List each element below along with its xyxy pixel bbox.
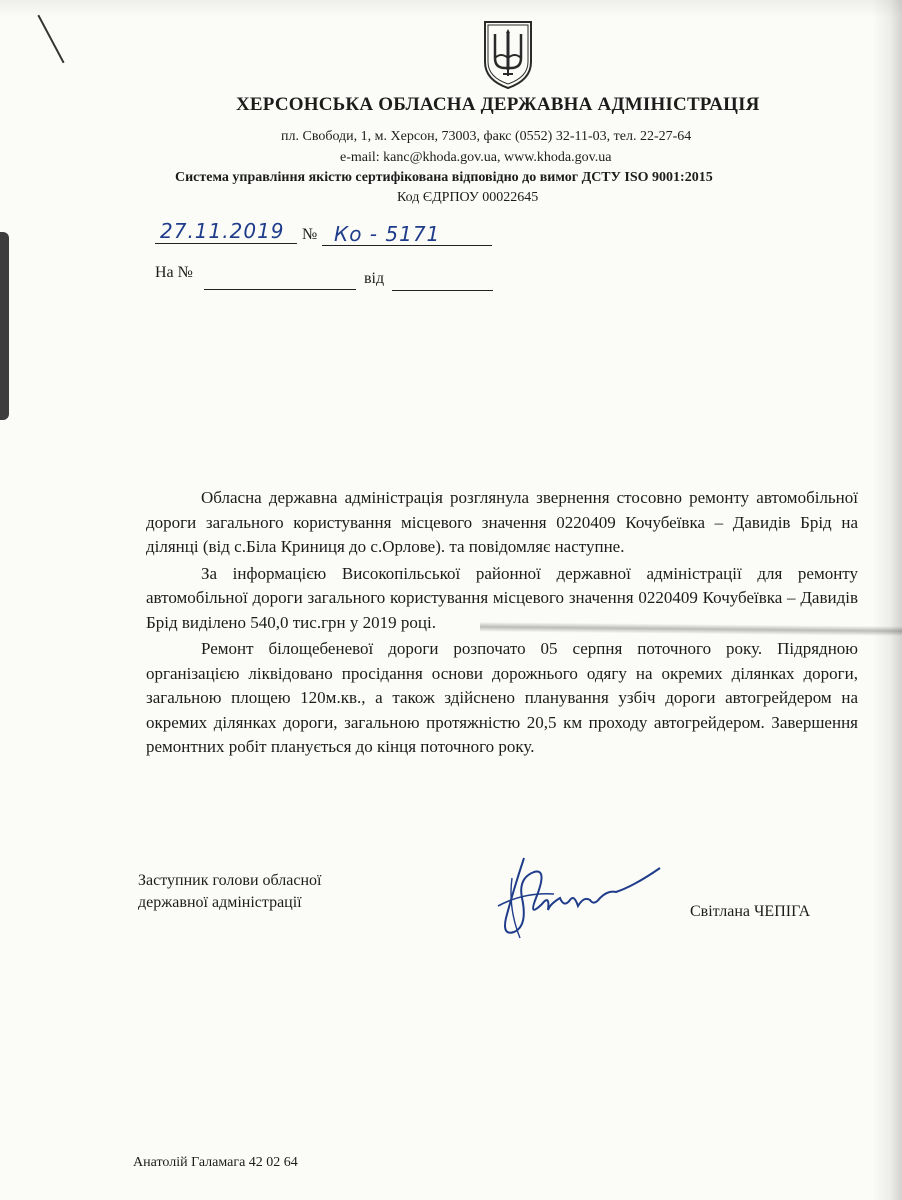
handwritten-signature [484,848,674,948]
reply-to-label: На № [155,264,193,281]
body-paragraph: Обласна державна адміністрація розглянула звернення стосовно ремонту автомобільної дороги загального користування місцевого значення 0220409 Кочубеївка – Давидів Брід на ділянці (від с.Біла Криниця до с.Орлове). та повідомляє наступне. [146,488,858,556]
signatory-name: Світлана ЧЕПІГА [690,903,811,920]
executor-contact: Анатолій Галамага 42 02 64 [133,1155,298,1170]
from-label: від [364,270,385,287]
reply-number-underline [204,289,356,290]
scan-shadow-top [0,0,902,18]
signatory-position-line: державної адміністрації [138,894,302,911]
coat-of-arms-emblem [481,18,535,90]
organization-title: ХЕРСОНСЬКА ОБЛАСНА ДЕРЖАВНА АДМІНІСТРАЦІЯ [236,94,760,115]
signatory-position-line: Заступник голови обласної [138,872,322,889]
scanner-edge-tab [0,232,9,420]
body-paragraph: Ремонт білощебеневої дороги розпочато 05 серпня поточного року. Підрядною організацією ліквідовано просідання основи дорожнього одягу на окремих ділянках дороги, загальною площею 120м.кв., а також здійснено планування узбіч дороги автогрейдером на окремих ділянках дороги, загальною протяжністю 20,5 км проходу автогрейдером. Завершення ремонтних робіт планується до кінця поточного року. [146,639,858,756]
number-label: № [302,226,318,243]
iso-certification-line: Система управління якістю сертифікована відповідно до вимог ДСТУ ISO 9001:2015 [175,170,713,185]
reply-date-underline [392,290,493,291]
scan-shadow-right [872,0,902,1200]
date-underline [155,243,297,244]
pen-stroke-mark [37,15,64,64]
letter-body [146,486,858,762]
contacts-line: e-mail: kanc@khoda.gov.ua, www.khoda.gov.ua [340,150,612,165]
body-paragraph: За інформацією Високопільської районної державної адміністрації для ремонту автомобільної дороги загального користування місцевого значення 0220409 Кочубеївка – Давидів Брід виділено 540,0 тис.грн у 2019 році. [146,563,858,632]
number-underline [322,245,492,246]
handwritten-date: 27.11.2019 [160,219,285,243]
handwritten-outgoing-number: Ко - 5171 [334,222,441,246]
signatory-position [138,870,398,914]
edrpou-code: Код ЄДРПОУ 00022645 [397,190,539,205]
address-line: пл. Свободи, 1, м. Херсон, 73003, факс (0552) 32-11-03, тел. 22-27-64 [281,129,692,144]
